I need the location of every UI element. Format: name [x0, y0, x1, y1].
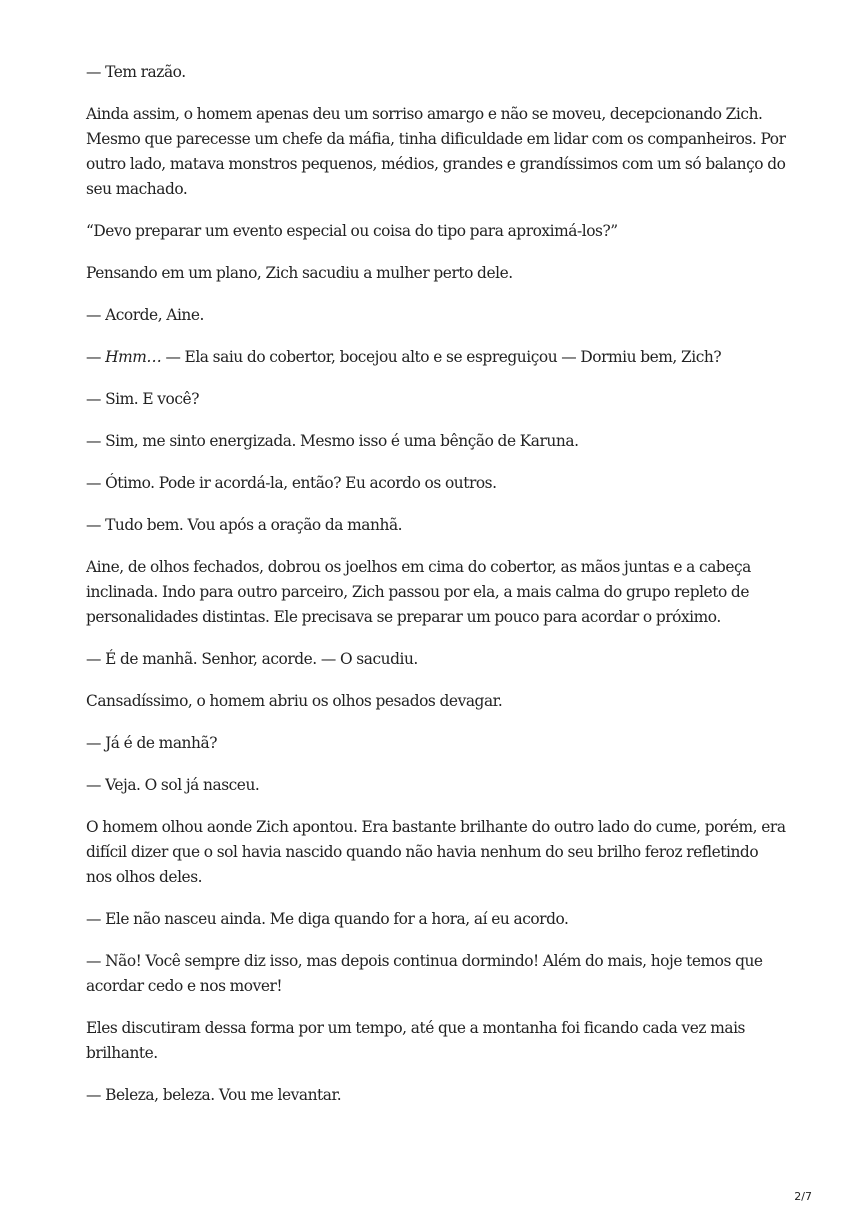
- paragraph-7: — Sim. E você?: [86, 390, 199, 408]
- paragraph-17: — Ele não nasceu ainda. Me diga quando for a hora, aí eu acordo.: [86, 910, 569, 928]
- dialogue-dash: —: [86, 348, 106, 366]
- paragraph-2: Ainda assim, o homem apenas deu um sorriso amargo e não se moveu, decepcionando Zich. Mesmo que parecesse um chefe da máfia, tinha dificuldade em lidar com os companheiros. Por outro lado, matava monstros pequenos, médios, grandes e grandíssimos com um só balanço do seu machado.: [86, 105, 786, 198]
- paragraph-5: — Acorde, Aine.: [86, 306, 204, 324]
- italic-interjection: Hmm…: [105, 348, 162, 366]
- paragraph-11: Aine, de olhos fechados, dobrou os joelhos em cima do cobertor, as mãos juntas e a cabeça inclinada. Indo para outro parceiro, Zich passou por ela, a mais calma do grupo repleto de personalidades distintas. Ele precisava se preparar um pouco para acordar o próximo.: [86, 558, 751, 626]
- page-number: 2/7: [794, 1190, 812, 1203]
- paragraph-12: — É de manhã. Senhor, acorde. — O sacudiu.: [86, 650, 418, 668]
- paragraph-6-text: — Ela saiu do cobertor, bocejou alto e se espreguiçou — Dormiu bem, Zich?: [165, 348, 722, 366]
- paragraph-19: Eles discutiram dessa forma por um tempo, até que a montanha foi ficando cada vez mais brilhante.: [86, 1019, 745, 1062]
- paragraph-4: Pensando em um plano, Zich sacudiu a mulher perto dele.: [86, 264, 513, 282]
- paragraph-10: — Tudo bem. Vou após a oração da manhã.: [86, 516, 403, 534]
- paragraph-16: O homem olhou aonde Zich apontou. Era bastante brilhante do outro lado do cume, porém, era difícil dizer que o sol havia nascido quando não havia nenhum do seu brilho feroz refletindo nos olhos deles.: [86, 818, 786, 886]
- paragraph-3: “Devo preparar um evento especial ou coisa do tipo para aproximá-los?”: [86, 222, 618, 240]
- paragraph-14: — Já é de manhã?: [86, 734, 217, 752]
- paragraph-18: — Não! Você sempre diz isso, mas depois continua dormindo! Além do mais, hoje temos que acordar cedo e nos mover!: [86, 952, 763, 995]
- paragraph-8: — Sim, me sinto energizada. Mesmo isso é uma bênção de Karuna.: [86, 432, 579, 450]
- paragraph-13: Cansadíssimo, o homem abriu os olhos pesados devagar.: [86, 692, 503, 710]
- paragraph-1: — Tem razão.: [86, 63, 186, 81]
- paragraph-15: — Veja. O sol já nasceu.: [86, 776, 260, 794]
- paragraph-9: — Ótimo. Pode ir acordá-la, então? Eu acordo os outros.: [86, 474, 497, 492]
- paragraph-20: — Beleza, beleza. Vou me levantar.: [86, 1086, 342, 1104]
- paragraph-6: [86, 345, 786, 370]
- page-content: [86, 60, 786, 1108]
